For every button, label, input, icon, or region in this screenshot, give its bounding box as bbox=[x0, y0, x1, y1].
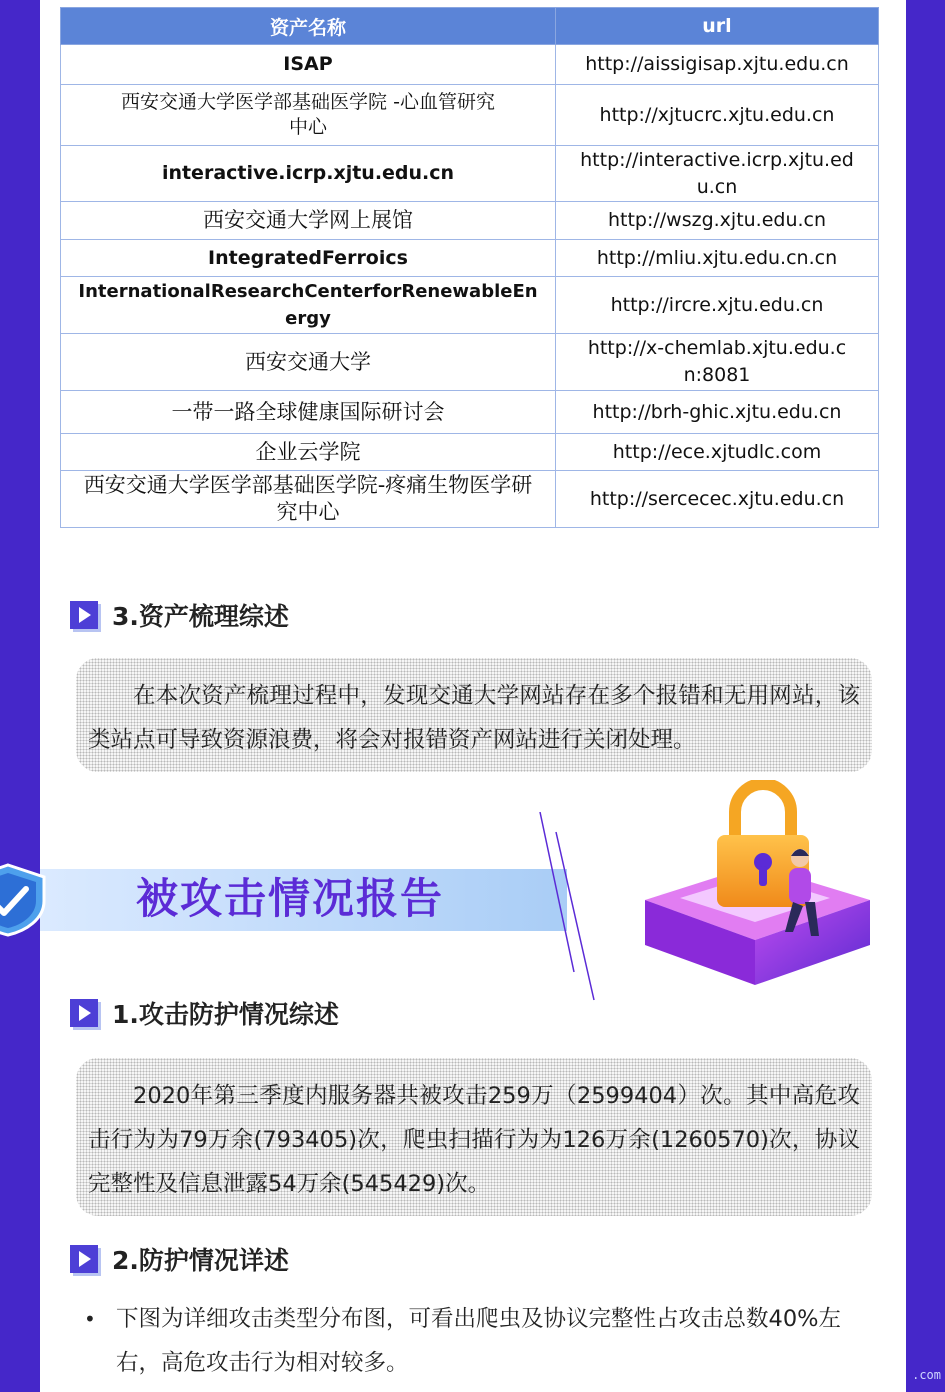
section-1-heading bbox=[70, 996, 339, 1030]
section-1-title: 1.攻击防护情况综述 bbox=[112, 1000, 339, 1029]
asset-name-cell: ISAP bbox=[61, 45, 556, 85]
asset-url-cell: http://xjtucrc.xjtu.edu.cn bbox=[556, 85, 879, 146]
banner-title: 被攻击情况报告 bbox=[136, 874, 445, 923]
asset-url-cell: http://x-chemlab.xjtu.edu.cn:8081 bbox=[556, 334, 879, 391]
asset-name-cell: 西安交通大学医学部基础医学院-疼痛生物医学研究中心 bbox=[61, 471, 556, 528]
section-3-title: 3.资产梳理综述 bbox=[112, 602, 289, 631]
section-3-textbox bbox=[76, 658, 872, 772]
asset-name-cell: InternationalResearchCenterforRenewableEnergy bbox=[61, 277, 556, 334]
padlock-person-icon bbox=[625, 780, 885, 995]
table-row bbox=[61, 334, 879, 391]
asset-url-cell: http://mliu.xjtu.edu.cn.cn bbox=[556, 240, 879, 277]
asset-url-cell: http://interactive.icrp.xjtu.edu.cn bbox=[556, 146, 879, 202]
asset-url-cell: http://sercecec.xjtu.edu.cn bbox=[556, 471, 879, 528]
table-row bbox=[61, 45, 879, 85]
table-row bbox=[61, 85, 879, 146]
arrow-right-icon bbox=[70, 1245, 98, 1273]
asset-url-cell: http://brh-ghic.xjtu.edu.cn bbox=[556, 391, 879, 434]
document-page bbox=[40, 0, 906, 1392]
table-row bbox=[61, 277, 879, 334]
table-row bbox=[61, 240, 879, 277]
table-header-row bbox=[61, 8, 879, 45]
asset-name-cell: IntegratedFerroics bbox=[61, 240, 556, 277]
section-2-title: 2.防护情况详述 bbox=[112, 1246, 289, 1275]
section-2-heading bbox=[70, 1242, 289, 1276]
banner-slash-decoration bbox=[538, 812, 598, 1002]
column-header-url: url bbox=[556, 8, 879, 45]
section-3-text: 在本次资产梳理过程中，发现交通大学网站存在多个报错和无用网站，该类站点可导致资源浪费，将会对报错资产网站进行关闭处理。 bbox=[88, 683, 860, 753]
section-2-bullet-text: 下图为详细攻击类型分布图，可看出爬虫及协议完整性占攻击总数40%左右，高危攻击行为相对较多。 bbox=[116, 1306, 842, 1376]
section-2-bullet bbox=[84, 1297, 884, 1385]
asset-url-cell: http://aissigisap.xjtu.edu.cn bbox=[556, 45, 879, 85]
asset-table bbox=[60, 7, 879, 528]
table-row bbox=[61, 202, 879, 240]
bullet-dot-icon: • bbox=[84, 1307, 96, 1331]
table-row bbox=[61, 434, 879, 471]
asset-name-cell: 西安交通大学 bbox=[61, 334, 556, 391]
table-row bbox=[61, 146, 879, 202]
asset-name-cell: interactive.icrp.xjtu.edu.cn bbox=[61, 146, 556, 202]
arrow-right-icon bbox=[70, 999, 98, 1027]
column-header-asset-name: 资产名称 bbox=[61, 8, 556, 45]
table-row bbox=[61, 471, 879, 528]
asset-name-cell: 西安交通大学医学部基础医学院 -心血管研究中心 bbox=[61, 85, 556, 146]
asset-url-cell: http://wszg.xjtu.edu.cn bbox=[556, 202, 879, 240]
section-3-heading bbox=[70, 598, 289, 632]
asset-name-cell: 企业云学院 bbox=[61, 434, 556, 471]
watermark: .com bbox=[912, 1368, 941, 1382]
shield-check-icon bbox=[0, 863, 56, 937]
section-1-textbox bbox=[76, 1058, 872, 1216]
asset-url-cell: http://ece.xjtudlc.com bbox=[556, 434, 879, 471]
table-row bbox=[61, 391, 879, 434]
section-1-text: 2020年第三季度内服务器共被攻击259万（2599404）次。其中高危攻击行为为79万余(793405)次，爬虫扫描行为为126万余(1260570)次，协议完整性及信息泄露54万余(545429)次。 bbox=[88, 1083, 860, 1197]
asset-name-cell: 一带一路全球健康国际研讨会 bbox=[61, 391, 556, 434]
asset-name-cell: 西安交通大学网上展馆 bbox=[61, 202, 556, 240]
asset-url-cell: http://ircre.xjtu.edu.cn bbox=[556, 277, 879, 334]
arrow-right-icon bbox=[70, 601, 98, 629]
